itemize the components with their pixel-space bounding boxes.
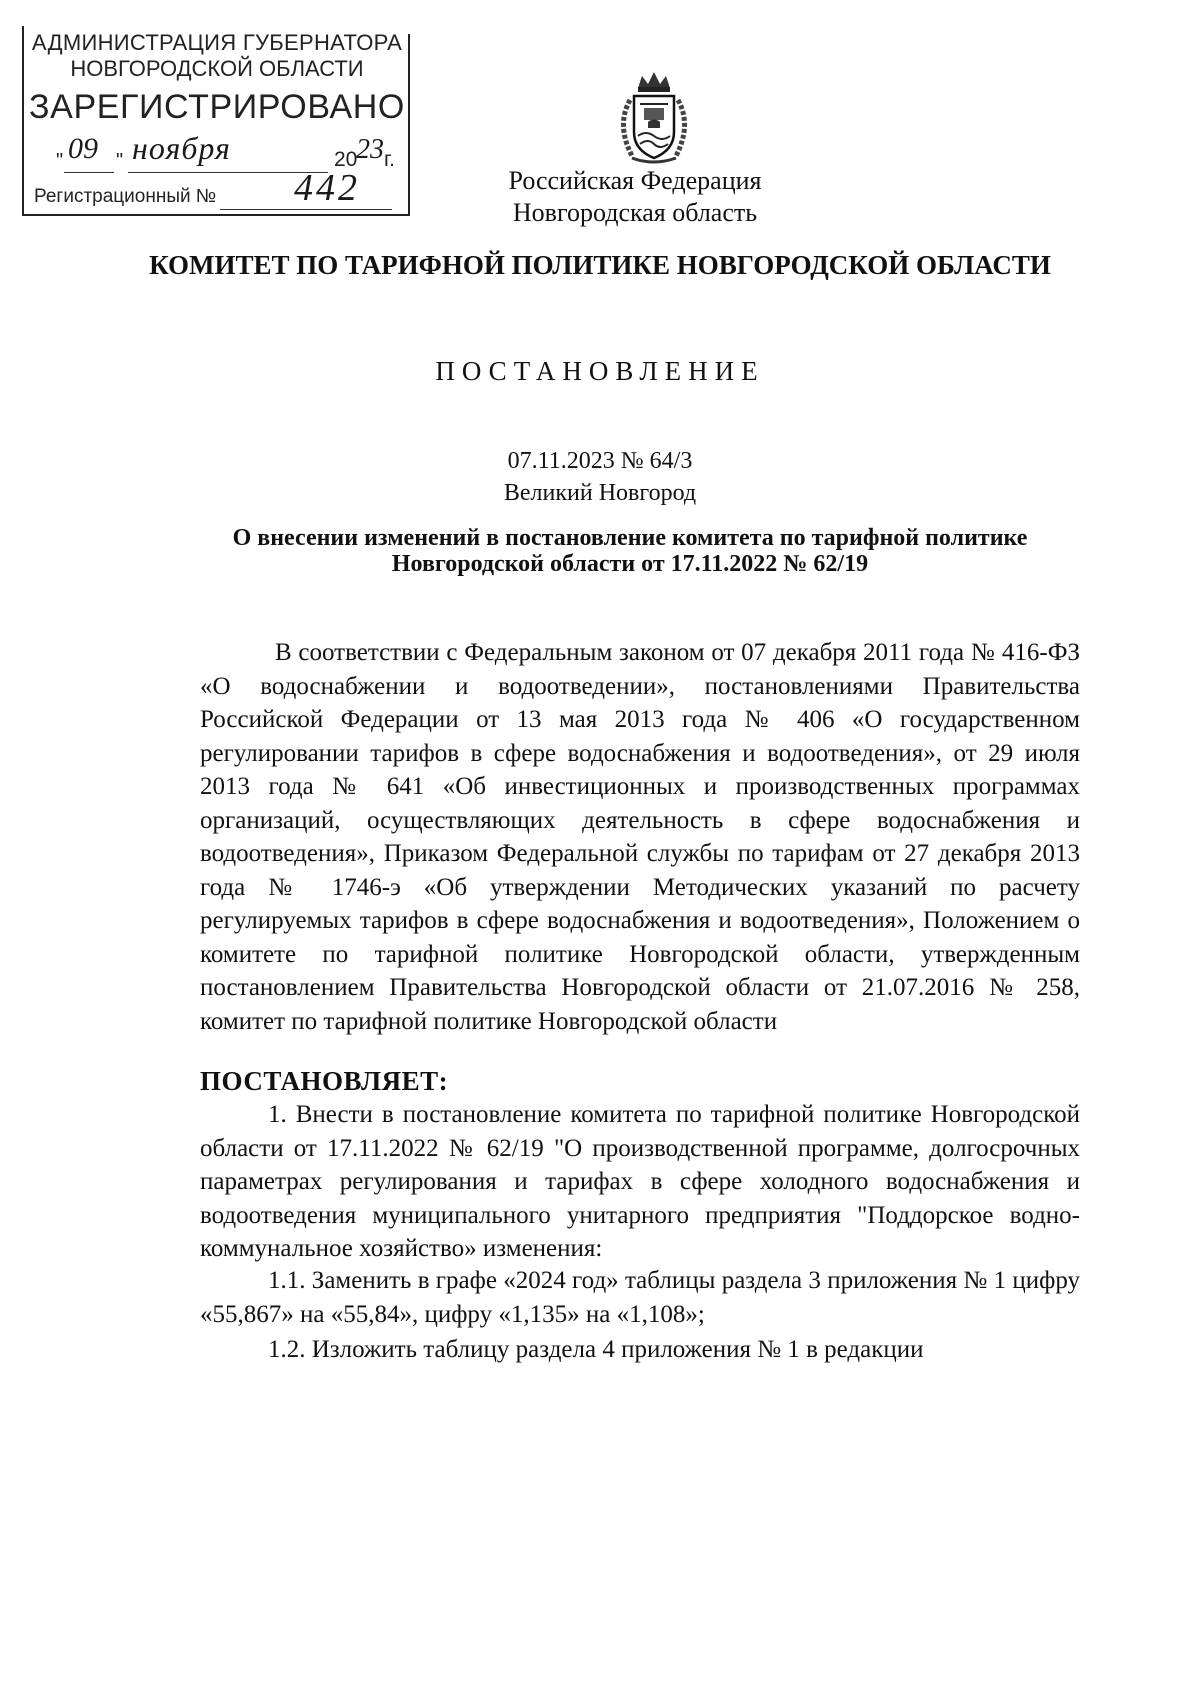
stamp-reg-number: 442 <box>294 167 360 209</box>
stamp-day: 09 <box>68 132 98 165</box>
stamp-quote-close: " <box>116 150 124 172</box>
stamp-year-suffix: 23 <box>356 134 384 165</box>
intro-paragraph: В соответствии с Федеральным законом от 07 декабря 2011 года № 416-ФЗ «О водоснабжении и водоотведении», постановлениями Правительства Российской Федерации от 13 мая 2013 года № 406 «О государственном регулировании тарифов в сфере водоснабжения и водоотведения», от 29 июля 2013 года № 641 «Об инвестиционных и производственных программах организаций, осуществляющих деятельность в сфере водоснабжения и водоотведения», Приказом Федеральной службы по тарифам от 27 декабря 2013 года № 1746-э «Об утверждении Методических указаний по расчету регулируемых тарифов в сфере водоснабжения и водоотведения», Положением о комитете по тарифной политике Новгородской области, утвержденным постановлением Правительства Новгородской области от 21.07.2016 № 258, комитет по тарифной политике Новгородской области <box>200 639 1080 1035</box>
item-1-2-paragraph: 1.2. Изложить таблицу раздела 4 приложения № 1 в редакции <box>268 1336 924 1363</box>
stamp-year-unit: г. <box>384 148 395 171</box>
resolves-heading: ПОСТАНОВЛЯЕТ: <box>200 1066 449 1096</box>
committee-title: КОМИТЕТ ПО ТАРИФНОЙ ПОЛИТИКЕ НОВГОРОДСКОЙ ОБЛАСТИ <box>149 250 1051 280</box>
country-name: Российская Федерация <box>508 166 762 195</box>
novgorod-coat-of-arms-icon <box>610 70 698 168</box>
country-region-block <box>470 165 800 229</box>
stamp-administration-line: АДМИНИСТРАЦИЯ ГУБЕРНАТОРА <box>31 30 403 55</box>
document-subject <box>150 525 1110 577</box>
item-1-1-paragraph: 1.1. Заменить в графе «2024 год» таблицы раздела 3 приложения № 1 цифру «55,867» на «55,84», цифру «1,135» на «1,108»; <box>200 1267 1080 1328</box>
stamp-month: ноября <box>132 130 231 166</box>
region-name: Новгородская область <box>512 198 758 227</box>
city-name: Великий Новгород <box>503 480 697 506</box>
date-number: 07.11.2023 № 64/3 <box>507 448 693 474</box>
stamp-year-prefix: 20 <box>334 148 358 171</box>
registration-stamp <box>22 26 410 216</box>
stamp-registered-line: ЗАРЕГИСТРИРОВАНО <box>29 88 405 126</box>
subject-line-2: Новгородской области от 17.11.2022 № 62/19 <box>391 551 869 577</box>
stamp-reg-label: Регистрационный № <box>34 186 217 207</box>
date-city-block <box>400 445 800 509</box>
stamp-region-line: НОВГОРОДСКОЙ ОБЛАСТИ <box>70 56 364 81</box>
item-1-paragraph: 1. Внести в постановление комитета по тарифной политике Новгородской области от 17.11.2022 № 62/19 "О производственной программе, долгосрочных параметрах регулирования и тарифах в сфере холодного водоснабжения и водоотведения муниципального унитарного предприятия "Поддорское водно-коммунальное хозяйство» изменения: <box>200 1101 1080 1262</box>
document-type: ПОСТАНОВЛЕНИЕ <box>435 356 765 386</box>
stamp-quote-open: " <box>56 150 64 172</box>
subject-line-1: О внесении изменений в постановление комитета по тарифной политике <box>232 525 1028 551</box>
